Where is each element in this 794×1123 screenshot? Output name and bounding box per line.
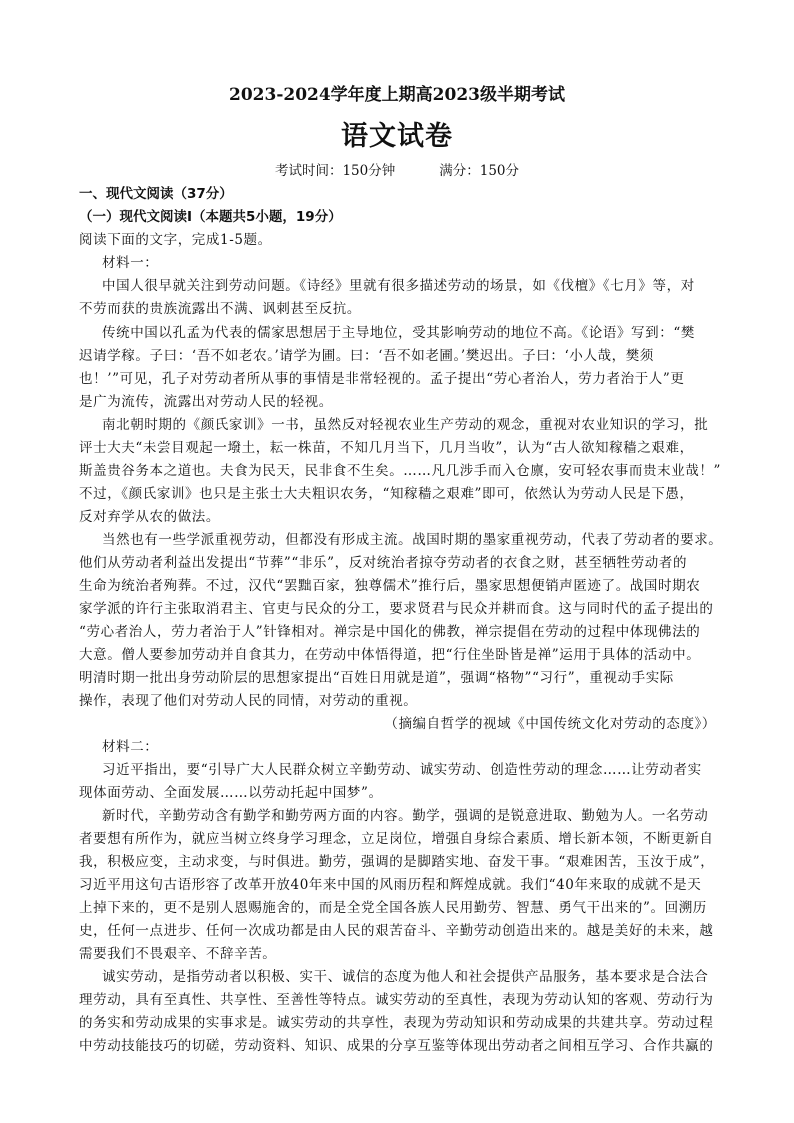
text-line: 也！’”可见，孔子对劳动者所从事的事情是非常轻视的。孟子提出“劳心者治人，劳力者治于人”更 bbox=[79, 371, 685, 387]
subject-title: 语文试卷 bbox=[341, 121, 453, 152]
text-line: 生命为统治者殉葬。不过，汉代“罢黜百家，独尊儒术”推行后，墨家思想便销声匿迹了。战国时期农 bbox=[79, 578, 701, 594]
text-line: 的务实和劳动成果的实事求是。诚实劳动的共享性，表现为劳动知识和劳动成果的共建共享。劳动过程 bbox=[79, 1015, 714, 1031]
text-line: 我，积极应变，主动求变，与时俱进。勤劳，强调的是脚踏实地、奋发干事。“艰难困苦，玉汝于成”， bbox=[79, 854, 715, 870]
text-line: 者要想有所作为，就应当树立终身学习理念，立足岗位，增强自身综合素质、增长新本领，不断更新自 bbox=[79, 831, 714, 847]
text-line: 是广为流传，流露出对劳动人民的轻视。 bbox=[79, 394, 333, 410]
text-line: 传统中国以孔孟为代表的儒家思想居于主导地位，受其影响劳动的地位不高。《论语》写到：“樊 bbox=[102, 325, 695, 341]
part1-heading: 一、现代文阅读（37分） bbox=[79, 186, 233, 202]
part1-sub-heading: （一）现代文阅读Ⅰ（本题共5小题，19分） bbox=[79, 209, 342, 225]
text-line: 迟请学稼。子曰：‘吾不如老农。’请学为圃。曰：‘吾不如老圃。’樊迟出。子曰：‘小人哉，樊须 bbox=[79, 348, 654, 364]
text-line: 上掉下来的，更不是别人恩赐施舍的，而是全党全国各族人民用勤劳、智慧、勇气干出来的”。回溯历 bbox=[79, 900, 707, 916]
exam-time: 考试时间：150分钟 bbox=[274, 163, 396, 179]
text-line: 明清时期一批出身劳动阶层的思想家提出“百姓日用就是道”，强调“格物”“习行”，重视动手实际 bbox=[79, 670, 674, 686]
text-line: 中国人很早就关注到劳动问题。《诗经》里就有很多描述劳动的场景，如《伐檀》《七月》等，对 bbox=[102, 278, 695, 294]
text-line: 家学派的许行主张取消君主、官吏与民众的分工，要求贤君与民众并耕而食。这与同时代的孟子提出的 bbox=[79, 601, 714, 617]
text-line: 新时代，辛勤劳动含有勤学和勤劳两方面的内容。勤学，强调的是锐意进取、勤勉为人。一名劳动 bbox=[102, 808, 709, 824]
text-line: 习近平指出，要“引导广大人民群众树立辛勤劳动、诚实劳动、创造性劳动的理念……让劳动者实 bbox=[102, 762, 702, 778]
exam-info bbox=[0, 161, 794, 181]
text-line: 评士大夫“未尝目观起一墢土，耘一株苗，不知几月当下，几月当收”，认为“古人欲知稼穑之艰难， bbox=[79, 440, 694, 456]
material1-label: 材料一： bbox=[102, 255, 159, 271]
instruction: 阅读下面的文字，完成1-5题。 bbox=[79, 232, 272, 248]
text-line: 诚实劳动，是指劳动者以积极、实干、诚信的态度为他人和社会提供产品服务，基本要求是合法合 bbox=[102, 969, 709, 985]
exam-full-score: 满分：150分 bbox=[439, 163, 520, 179]
text-line: 习近平用这句古语形容了改革开放40年来中国的风雨历程和辉煌成就。我们“40年来取的成就不是天 bbox=[79, 877, 702, 893]
text-line: 理劳动，具有至真性、共享性、至善性等特点。诚实劳动的至真性，表现为劳动认知的客观、劳动行为 bbox=[79, 992, 714, 1008]
text-line: 当然也有一些学派重视劳动，但都没有形成主流。战国时期的墨家重视劳动，代表了劳动者的要求。 bbox=[102, 532, 723, 548]
text-line: 不过，《颜氏家训》也只是主张士大夫粗识农务，“知稼穑之艰难”即可，依然认为劳动人民是下愚， bbox=[79, 486, 694, 502]
text-line: 需要我们不畏艰辛、不辞辛苦。 bbox=[79, 946, 277, 962]
text-line: 现体面劳动、全面发展……以劳动托起中国梦”。 bbox=[79, 785, 383, 801]
source-citation: （摘编自哲学的视域《中国传统文化对劳动的态度》） bbox=[384, 716, 716, 732]
text-line: 反对弃学从农的做法。 bbox=[79, 509, 220, 525]
text-line: 中劳动技能技巧的切磋，劳动资料、知识、成果的分享互鉴等体现出劳动者之间相互学习、合作共赢的 bbox=[79, 1038, 714, 1054]
text-line: 大意。僧人要参加劳动并自食其力，在劳动中体悟得道，把“行住坐卧皆是禅”运用于具体的活动中。 bbox=[79, 647, 701, 663]
text-line: 操作，表现了他们对劳动人民的同情，对劳动的重视。 bbox=[79, 693, 418, 709]
material2-label: 材料二： bbox=[102, 739, 159, 755]
text-line: 他们从劳动者利益出发提出“节葬”“非乐”，反对统治者掠夺劳动者的衣食之财，甚至牺牲劳动者的 bbox=[79, 555, 688, 571]
text-line: 不劳而获的贵族流露出不满、讽刺甚至反抗。 bbox=[79, 301, 361, 317]
text-line: 史，任何一点进步、任何一次成功都是由人民的艰苦奋斗、辛勤劳动创造出来的。越是美好的未来，越 bbox=[79, 923, 714, 939]
text-line: 南北朝时期的《颜氏家训》一书，虽然反对轻视农业生产劳动的观念，重视对农业知识的学习，批 bbox=[102, 417, 709, 433]
exam-title: 2023-2024学年度上期高2023级半期考试 bbox=[229, 85, 565, 105]
text-line: 斯盖贵谷务本之道也。夫食为民天，民非食不生矣。……凡几涉手而入仓廪，安可轻农事而贵末业哉！” bbox=[79, 463, 721, 479]
text-line: “劳心者治人，劳力者治于人”针锋相对。禅宗是中国化的佛教，禅宗提倡在劳动的过程中体现佛法的 bbox=[79, 624, 701, 640]
